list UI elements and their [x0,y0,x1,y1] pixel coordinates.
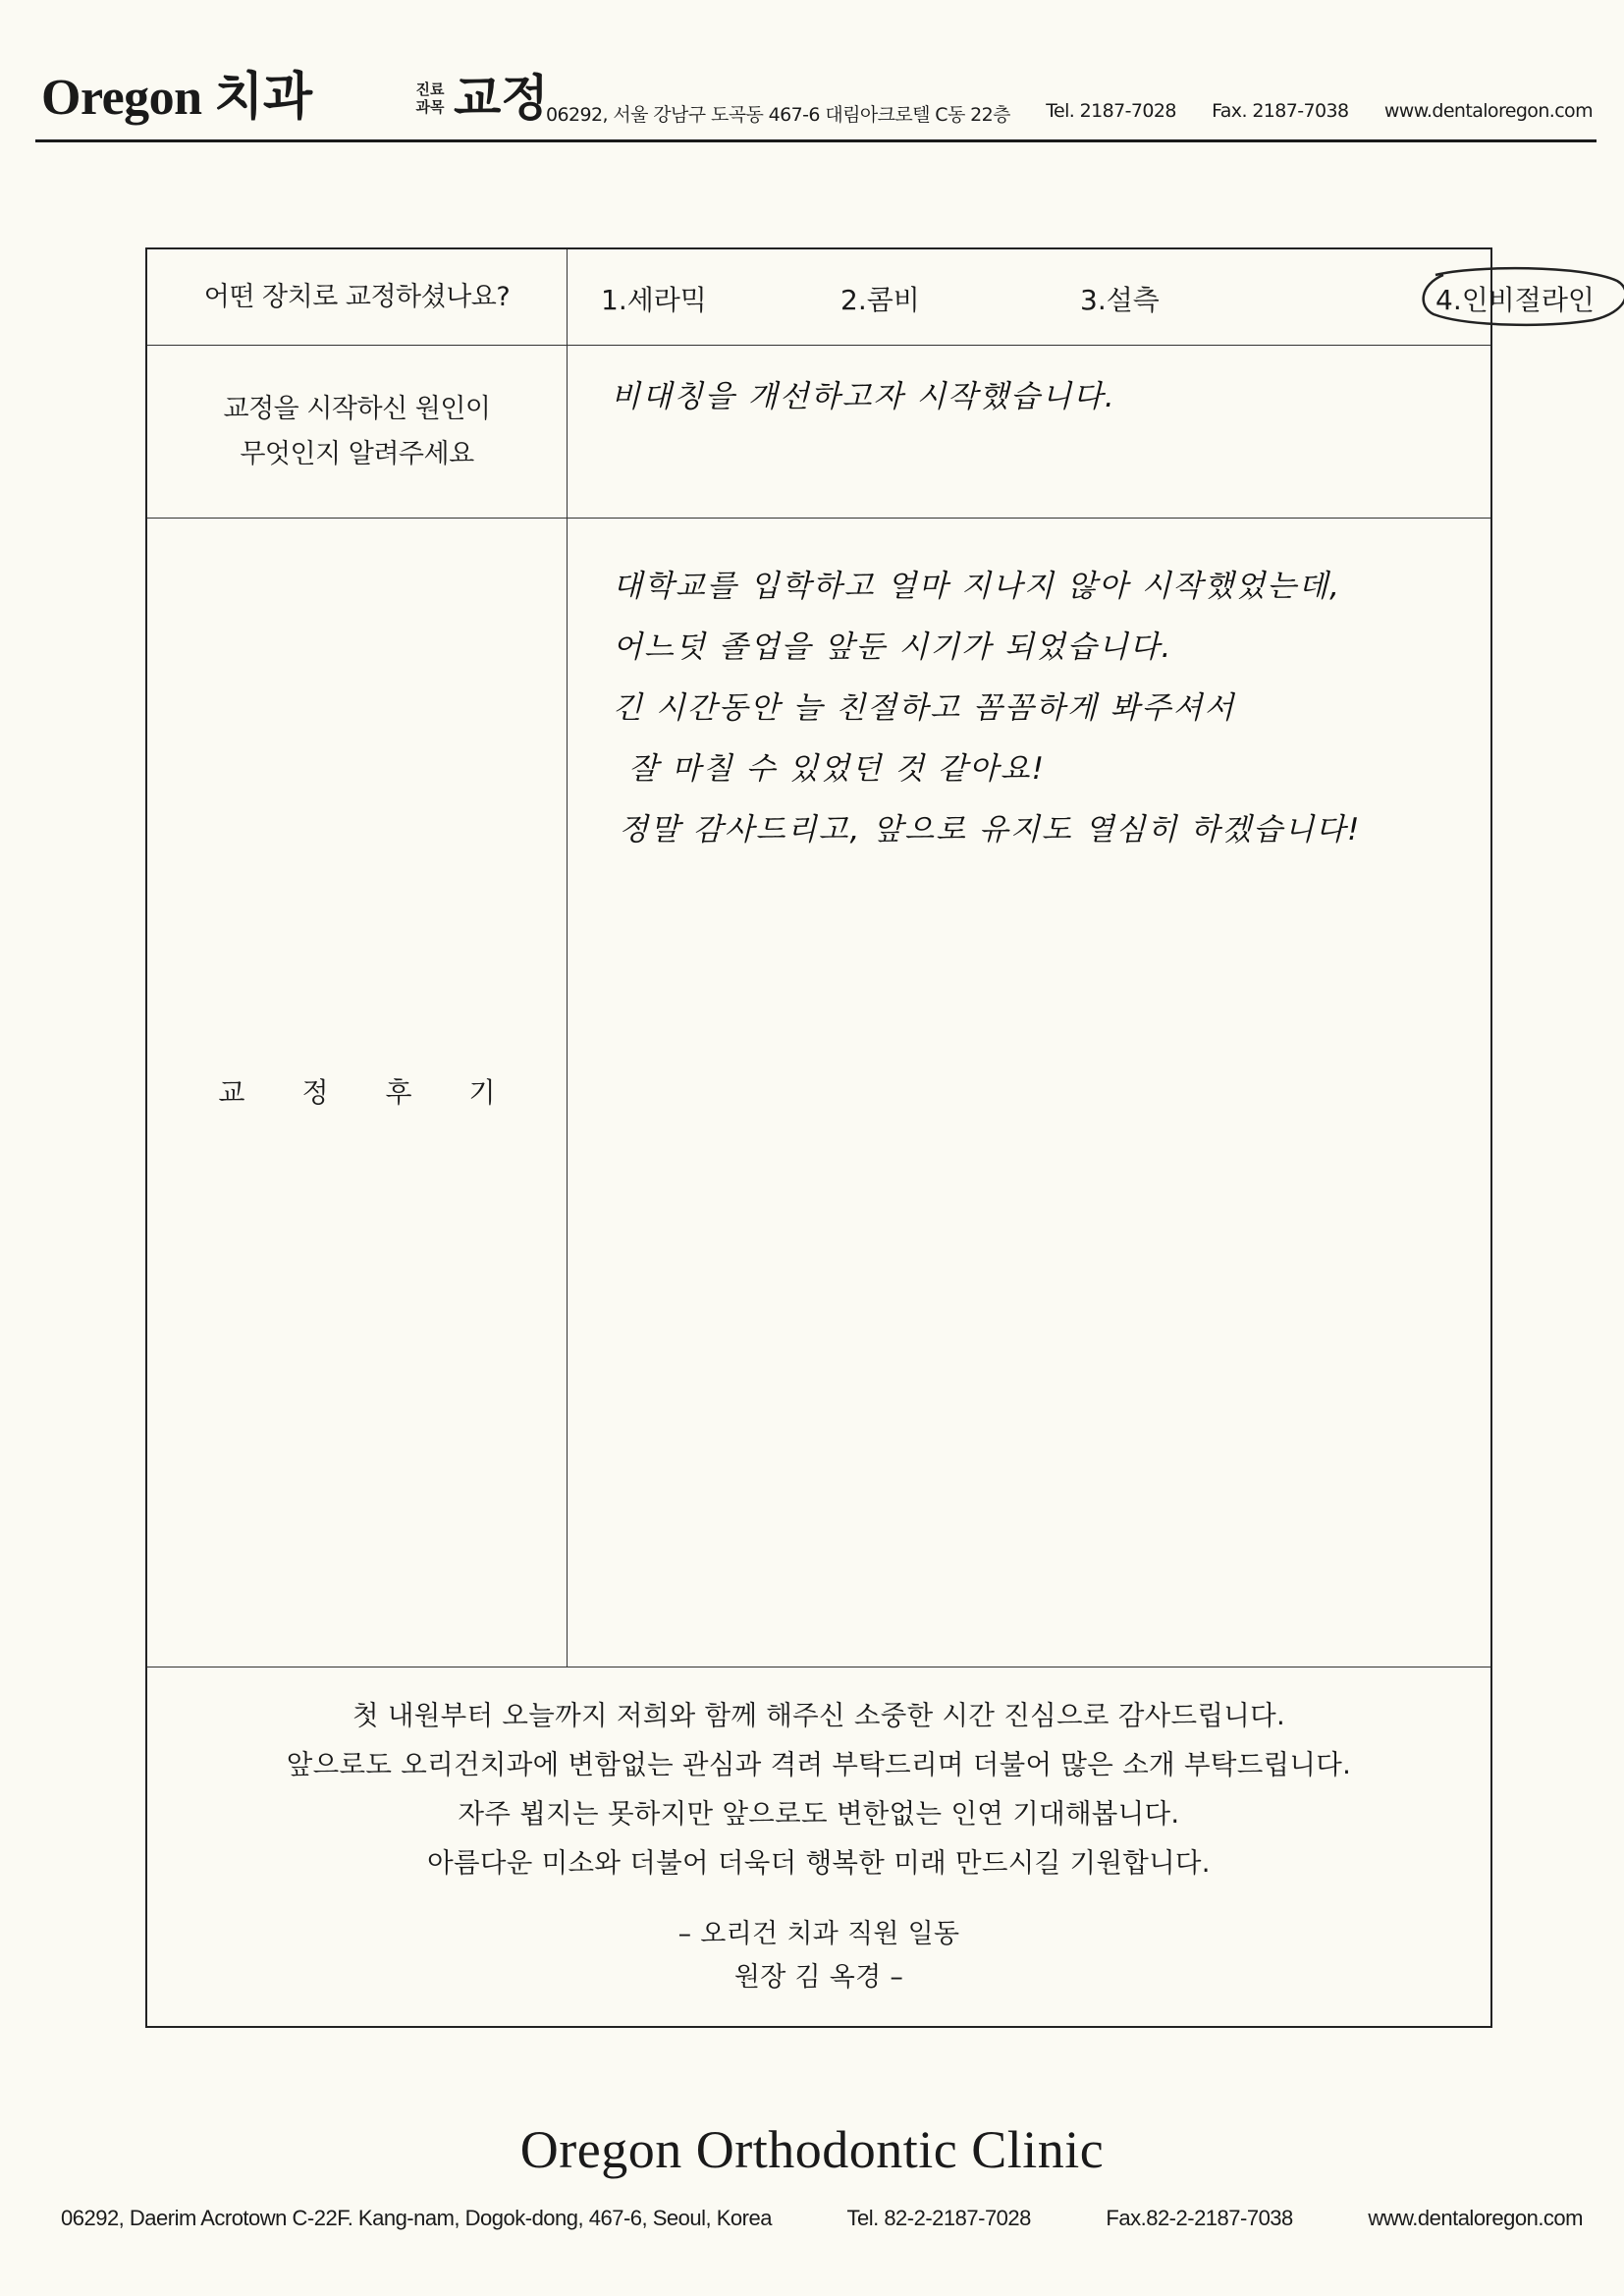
device-options [568,249,1595,345]
review-line: 잘 마칠 수 있었던 것 같아요! [628,751,1047,787]
footer-fax: Fax.82-2-2187-7038 [1106,2206,1293,2230]
footer-address: 06292, Daerim Acrotown C-22F. Kang-nam, Dogok-dong, 467-6, Seoul, Korea [61,2206,772,2230]
footer-tel: Tel. 82-2-2187-7028 [846,2206,1031,2230]
brand-tag [408,81,452,116]
device-option-lingual: 3.설측 [1080,284,1160,316]
closing-gap [147,1887,1490,1913]
review-label: 교정후기 [218,1075,553,1109]
signature-director: 원장 김 옥경 – [733,1962,904,1993]
reason-question-line1: 교정을 시작하신 원인이 [223,393,491,424]
reason-answer: 비대칭을 개선하고자 시작했습니다. [611,379,1116,414]
closing-line: 아름다운 미소와 더불어 더욱더 행복한 미래 만드시길 기원합니다. [427,1847,1211,1879]
selection-circle-icon [1416,263,1624,328]
device-question [147,249,568,345]
brand-specialty: 교정 [454,70,549,127]
review-answer [568,519,1490,860]
closing-line: 앞으로도 오리건치과에 변함없는 관심과 격려 부탁드리며 더불어 많은 소개 부탁드립니다. [286,1749,1352,1780]
footer-contact [61,2206,1583,2231]
review-line: 정말 감사드리고, 앞으로 유지도 열심히 하겠습니다! [619,812,1362,847]
review-line: 어느덧 졸업을 앞둔 시기가 되었습니다. [613,629,1173,665]
closing-line: 첫 내원부터 오늘까지 저희와 함께 해주신 소중한 시간 진심으로 감사드립니다. [352,1700,1286,1731]
letterhead-tel: Tel. 2187-7028 [1046,100,1176,122]
letterhead-website: www.dentaloregon.com [1383,100,1593,122]
review-form [145,247,1595,2028]
reason-question-line2: 무엇인지 알려주세요 [240,438,474,469]
clinic-brand: Oregon 치과 [41,70,312,126]
device-option-ceramic: 1.세라믹 [601,284,707,316]
device-option-invisalign: 4.인비절라인 [1435,284,1595,316]
letterhead-address: 06292, 서울 강남구 도곡동 467-6 대림아크로텔 C동 22층 [546,104,1010,126]
device-question-text: 어떤 장치로 교정하셨나요? [203,281,511,312]
closing-line: 자주 뵙지는 못하지만 앞으로도 변한없는 인연 기대해봅니다. [458,1798,1180,1830]
device-row [147,249,1595,346]
closing-row [147,1667,1490,2028]
brand-tag-line1: 진료 [415,81,445,98]
review-line: 긴 시간동안 늘 친절하고 꼼꼼하게 봐주셔서 [613,690,1236,726]
brand-tag-line2: 과목 [415,98,445,116]
footer-clinic-name: Oregon Orthodontic Clinic [519,2120,1105,2179]
letterhead-contact [546,100,1593,127]
review-label-cell [147,519,568,1667]
reason-row [147,346,1490,519]
footer-website: www.dentaloregon.com [1368,2206,1583,2230]
review-line: 대학교를 입학하고 얼마 지나지 않아 시작했었는데, [613,569,1341,604]
letterhead-fax: Fax. 2187-7038 [1212,100,1349,122]
device-option-combi: 2.콤비 [840,284,920,316]
reason-question [147,346,568,518]
review-row [147,519,1490,1667]
closing-message [147,1691,1490,1999]
signature-staff: – 오리건 치과 직원 일동 [677,1919,960,1949]
letterhead [35,61,1597,142]
